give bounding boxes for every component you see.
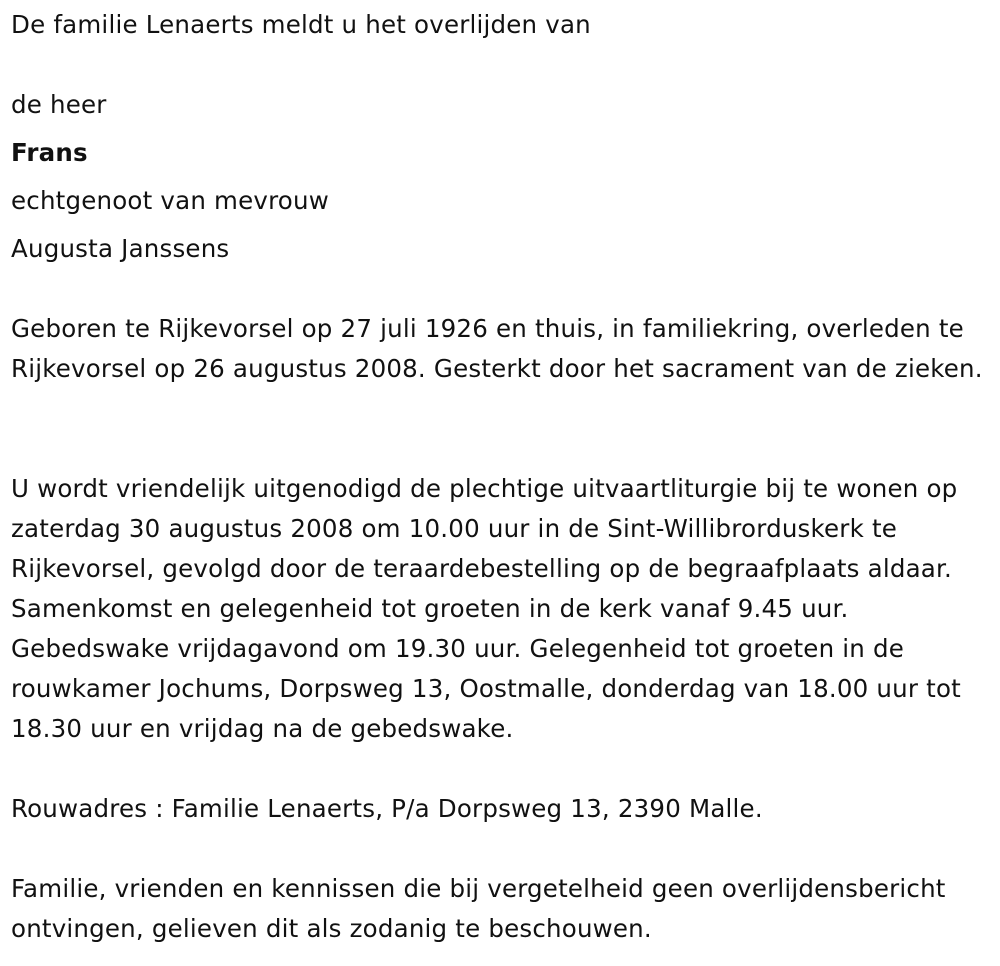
spouse-name: Augusta Janssens: [11, 234, 230, 263]
intro-line: De familie Lenaerts meldt u het overlijden van: [11, 10, 591, 39]
spouse-label: echtgenoot van mevrouw: [11, 186, 329, 215]
note-paragraph: Familie, vrienden en kennissen die bij vergetelheid geen overlijdensbericht ontvingen, gelieven dit als zodanig te beschouwen.: [11, 874, 946, 943]
address-paragraph: Rouwadres : Familie Lenaerts, P/a Dorpsweg 13, 2390 Malle.: [11, 794, 763, 823]
title-prefix: de heer: [11, 90, 107, 119]
deceased-first-name: Frans: [11, 138, 88, 167]
funeral-paragraph: U wordt vriendelijk uitgenodigd de plechtige uitvaartliturgie bij te wonen op zaterdag 30 augustus 2008 om 10.00 uur in de Sint-Willibrorduskerk te Rijkevorsel, gevolgd door de teraardebestelling op de begraafplaats aldaar. Samenkomst en gelegenheid tot groeten in de kerk vanaf 9.45 uur. Gebedswake vrijdagavond om 19.30 uur. Gelegenheid tot groeten in de rouwkamer Jochums, Dorpsweg 13, Oostmalle, donderdag van 18.00 uur tot 18.30 uur en vrijdag na de gebedswake.: [11, 474, 961, 743]
birth-death-paragraph: Geboren te Rijkevorsel op 27 juli 1926 en thuis, in familiekring, overleden te Rijkevorsel op 26 augustus 2008. Gesterkt door het sacrament van de zieken.: [11, 314, 983, 383]
